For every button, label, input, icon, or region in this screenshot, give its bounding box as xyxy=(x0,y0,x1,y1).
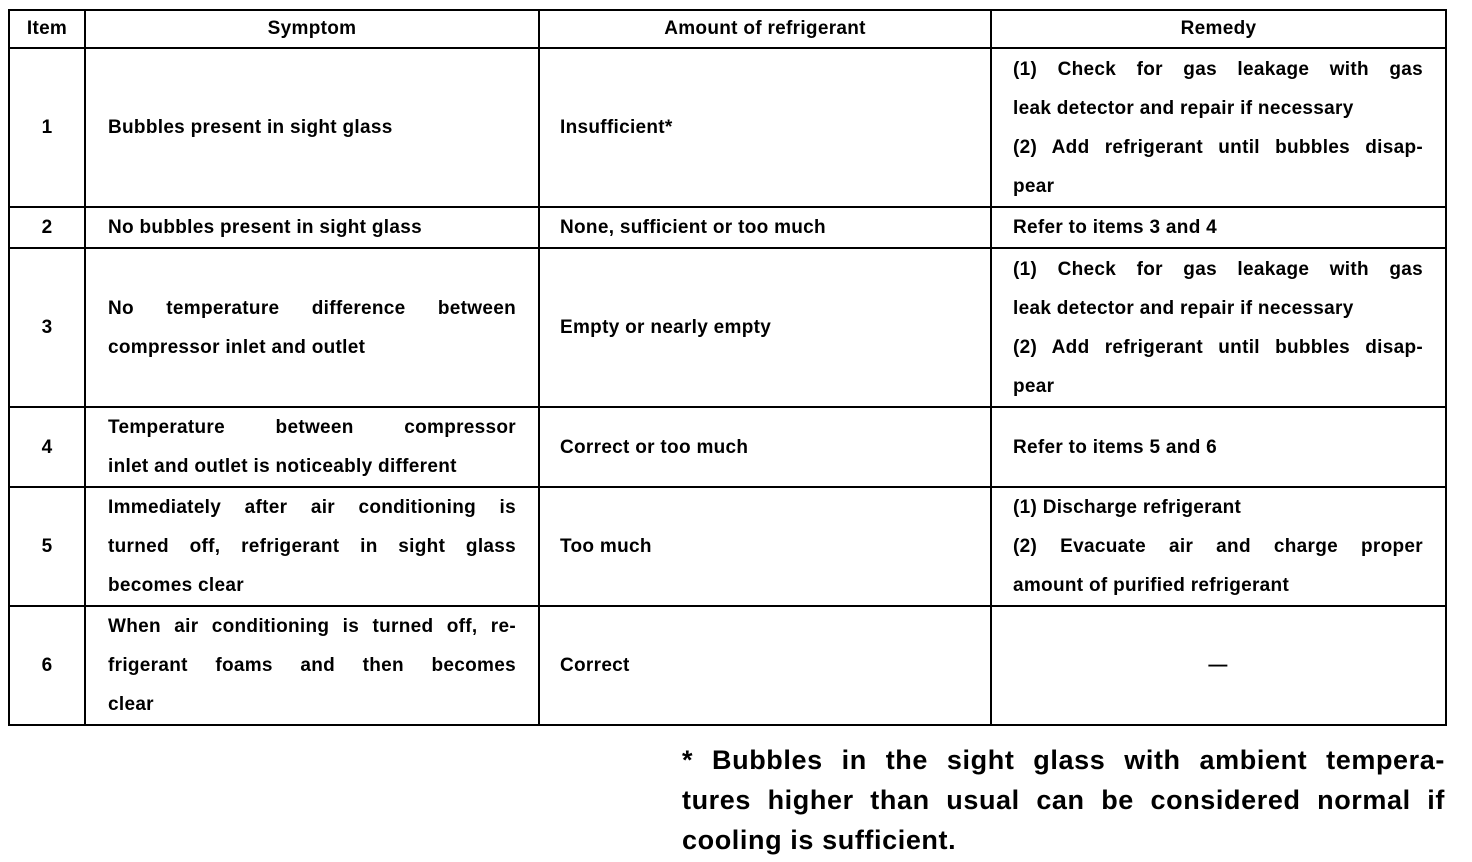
remedy-line: (2) Add refrigerant until bubbles disap- xyxy=(1013,136,1423,158)
symptom-line: When air conditioning is turned off, re- xyxy=(108,616,516,637)
refrigerant-diagnosis-table xyxy=(8,9,1447,726)
remedy-cell xyxy=(991,248,1446,407)
refrigerant-table-container xyxy=(8,9,1445,726)
remedy-line: (1) Check for gas leakage with gas xyxy=(1013,258,1423,280)
symptom-cell xyxy=(85,207,539,248)
header-amount: Amount of refrigerant xyxy=(539,10,991,48)
header-symptom: Symptom xyxy=(85,10,539,48)
remedy-line: Refer to items 3 and 4 xyxy=(1013,216,1218,238)
symptom-cell xyxy=(85,248,539,407)
item-number: 5 xyxy=(9,487,85,606)
item-number: 2 xyxy=(9,207,85,248)
table-row xyxy=(9,606,1446,725)
amount-cell: Too much xyxy=(539,487,991,606)
table-row xyxy=(9,407,1446,487)
item-number: 1 xyxy=(9,48,85,207)
remedy-cell xyxy=(991,407,1446,487)
footnote-line: * Bubbles in the sight glass with ambient tempera- xyxy=(682,745,1445,775)
header-item: Item xyxy=(9,10,85,48)
table-row xyxy=(9,48,1446,207)
symptom-line: compressor inlet and outlet xyxy=(108,336,366,358)
remedy-line: Refer to items 5 and 6 xyxy=(1013,436,1218,458)
symptom-cell xyxy=(85,487,539,606)
remedy-line: leak detector and repair if necessary xyxy=(1013,97,1354,119)
table-row xyxy=(9,207,1446,248)
remedy-line: (1) Check for gas leakage with gas xyxy=(1013,58,1423,80)
remedy-line: pear xyxy=(1013,375,1055,397)
symptom-cell xyxy=(85,606,539,725)
footnote-line: cooling is sufficient. xyxy=(682,825,957,855)
symptom-line: Immediately after air conditioning is xyxy=(108,497,516,518)
amount-cell: None, sufficient or too much xyxy=(539,207,991,248)
symptom-line: No temperature difference between xyxy=(108,297,516,319)
item-number: 3 xyxy=(9,248,85,407)
header-remedy: Remedy xyxy=(991,10,1446,48)
remedy-line: amount of purified refrigerant xyxy=(1013,575,1290,596)
symptom-line: inlet and outlet is noticeably different xyxy=(108,456,457,477)
footnote-line: tures higher than usual can be considered normal if xyxy=(682,785,1445,815)
symptom-line: Temperature between compressor xyxy=(108,417,516,438)
amount-cell: Correct xyxy=(539,606,991,725)
symptom-line: No bubbles present in sight glass xyxy=(108,216,422,238)
remedy-cell xyxy=(991,207,1446,248)
symptom-cell xyxy=(85,48,539,207)
remedy-cell xyxy=(991,487,1446,606)
symptom-line: turned off, refrigerant in sight glass xyxy=(108,536,516,557)
remedy-cell xyxy=(991,606,1446,725)
symptom-line: becomes clear xyxy=(108,575,244,596)
symptom-line: frigerant foams and then becomes xyxy=(108,655,516,676)
table-header-row xyxy=(9,10,1446,48)
item-number: 6 xyxy=(9,606,85,725)
remedy-dash: — xyxy=(1208,655,1228,676)
remedy-line: (2) Add refrigerant until bubbles disap- xyxy=(1013,336,1423,358)
remedy-line: (1) Discharge refrigerant xyxy=(1013,497,1242,518)
remedy-line: pear xyxy=(1013,175,1055,197)
symptom-line: Bubbles present in sight glass xyxy=(108,117,393,138)
remedy-cell xyxy=(991,48,1446,207)
table-row xyxy=(9,248,1446,407)
item-number: 4 xyxy=(9,407,85,487)
remedy-line: leak detector and repair if necessary xyxy=(1013,297,1354,319)
remedy-line: (2) Evacuate air and charge proper xyxy=(1013,536,1423,557)
amount-cell: Correct or too much xyxy=(539,407,991,487)
footnote xyxy=(682,740,1445,860)
amount-cell: Insufficient* xyxy=(539,48,991,207)
table-row xyxy=(9,487,1446,606)
amount-cell: Empty or nearly empty xyxy=(539,248,991,407)
symptom-line: clear xyxy=(108,694,154,715)
symptom-cell xyxy=(85,407,539,487)
